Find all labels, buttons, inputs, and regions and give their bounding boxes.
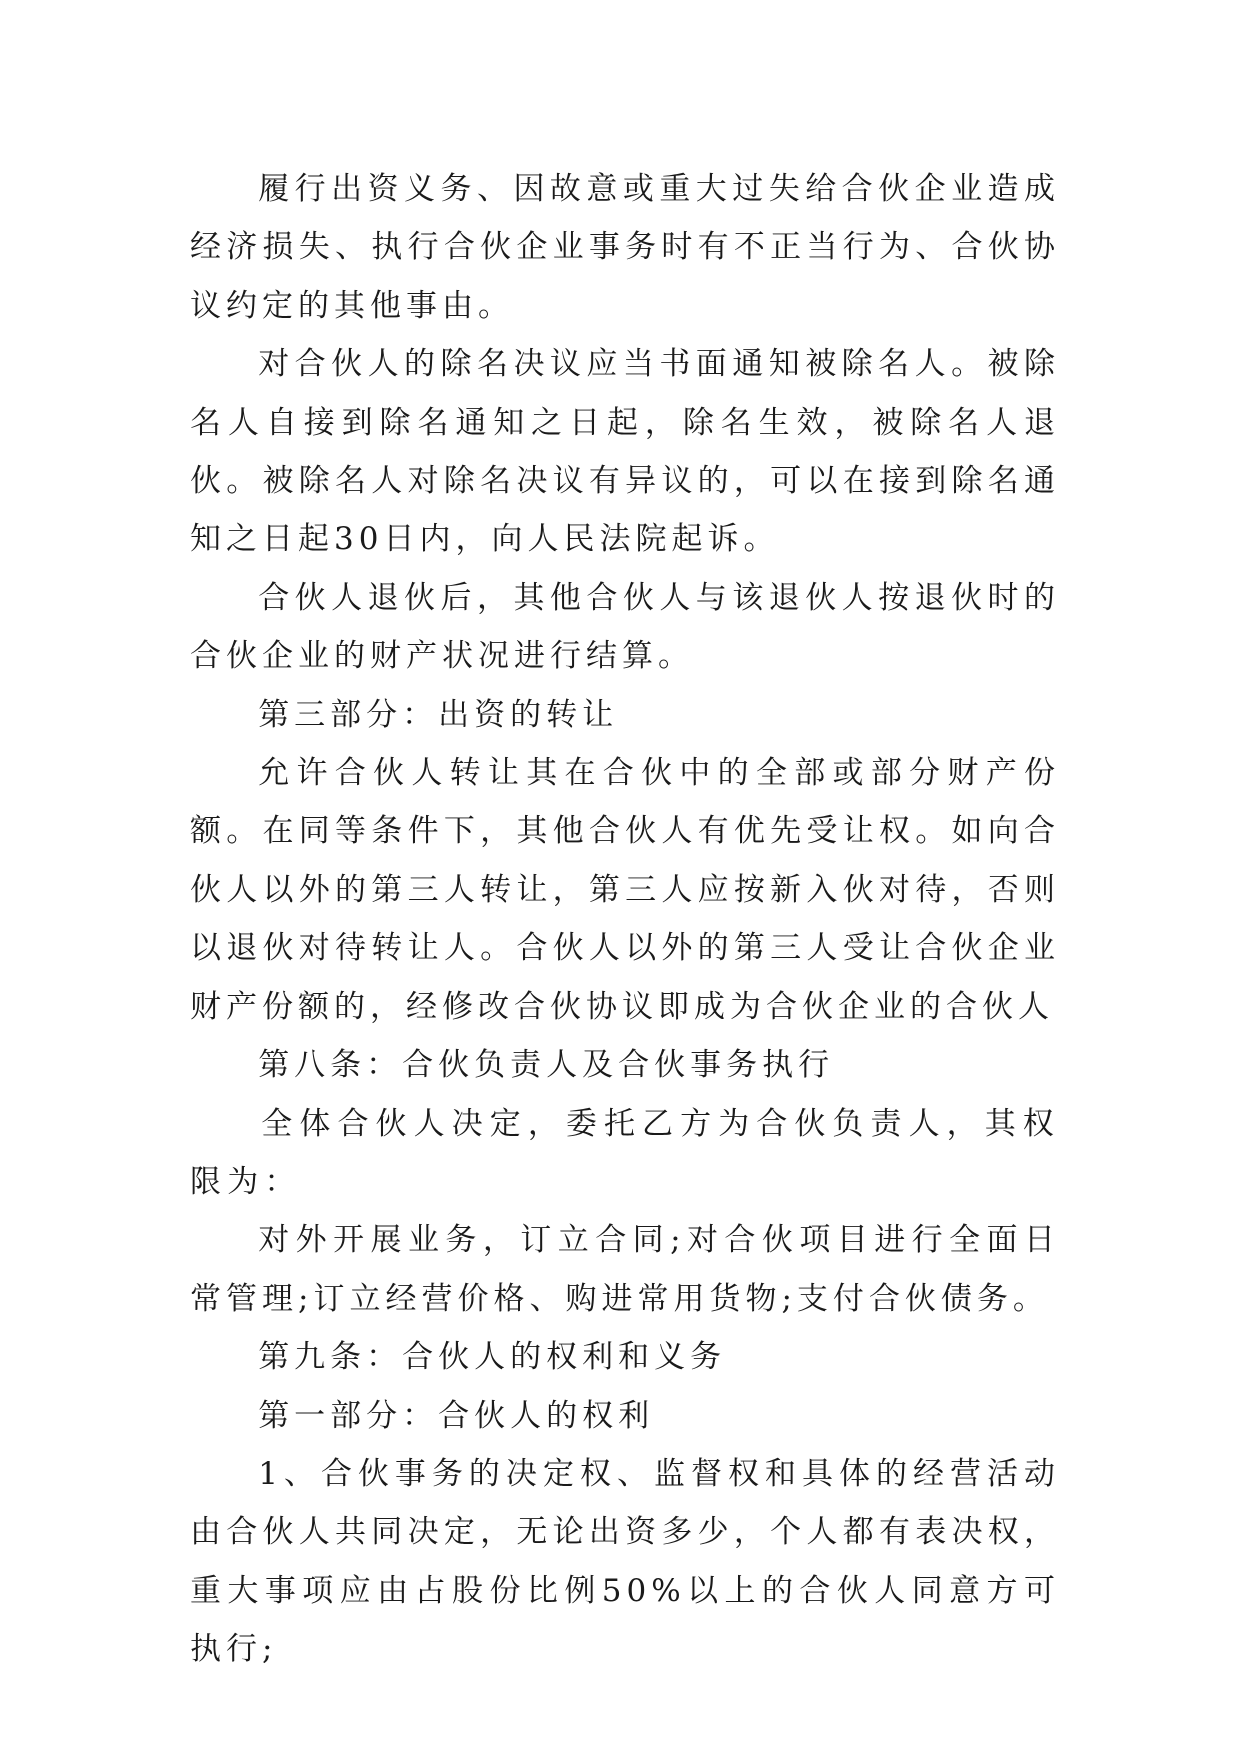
paragraph-expulsion-notice: 对合伙人的除名决议应当书面通知被除名人。被除名人自接到除名通知之日起，除名生效，被除名人退伙。被除名人对除名决议有异议的，可以在接到除名通知之日起30日内，向人民法院起诉。: [190, 346, 1060, 558]
paragraph-transfer: 允许合伙人转让其在合伙中的全部或部分财产份额。在同等条件下，其他合伙人有优先受让权。如向合伙人以外的第三人转让，第三人应按新入伙对待，否则以退伙对待转让人。合伙人以外的第三人受让合伙企业财产份额的，经修改合伙协议即成为合伙企业的合伙人: [190, 755, 1060, 1025]
heading-part-three: 第三部分：出资的转让: [258, 696, 619, 733]
paragraph-duties: 对外开展业务，订立合同;对合伙项目进行全面日常管理;订立经营价格、购进常用货物;支付合伙债务。: [190, 1222, 1060, 1317]
paragraph-rights-item-1: 1、合伙事务的决定权、监督权和具体的经营活动由合伙人共同决定，无论出资多少，个人都有表决权，重大事项应由占股份比例50%以上的合伙人同意方可执行;: [190, 1455, 1060, 1668]
heading-article-nine: 第九条：合伙人的权利和义务: [258, 1339, 727, 1376]
paragraph-continuation: 履行出资义务、因故意或重大过失给合伙企业造成经济损失、执行合伙企业事务时有不正当行为、合伙协议约定的其他事由。: [190, 171, 1060, 324]
heading-part-one: 第一部分：合伙人的权利: [258, 1397, 655, 1434]
paragraph-settlement: 合伙人退伙后，其他合伙人与该退伙人按退伙时的合伙企业的财产状况进行结算。: [190, 579, 1060, 675]
heading-article-eight: 第八条：合伙负责人及合伙事务执行: [258, 1047, 835, 1084]
document-body: [190, 160, 1060, 1679]
paragraph-authority: 全体合伙人决定，委托乙方为合伙负责人，其权限为：: [190, 1105, 1060, 1200]
